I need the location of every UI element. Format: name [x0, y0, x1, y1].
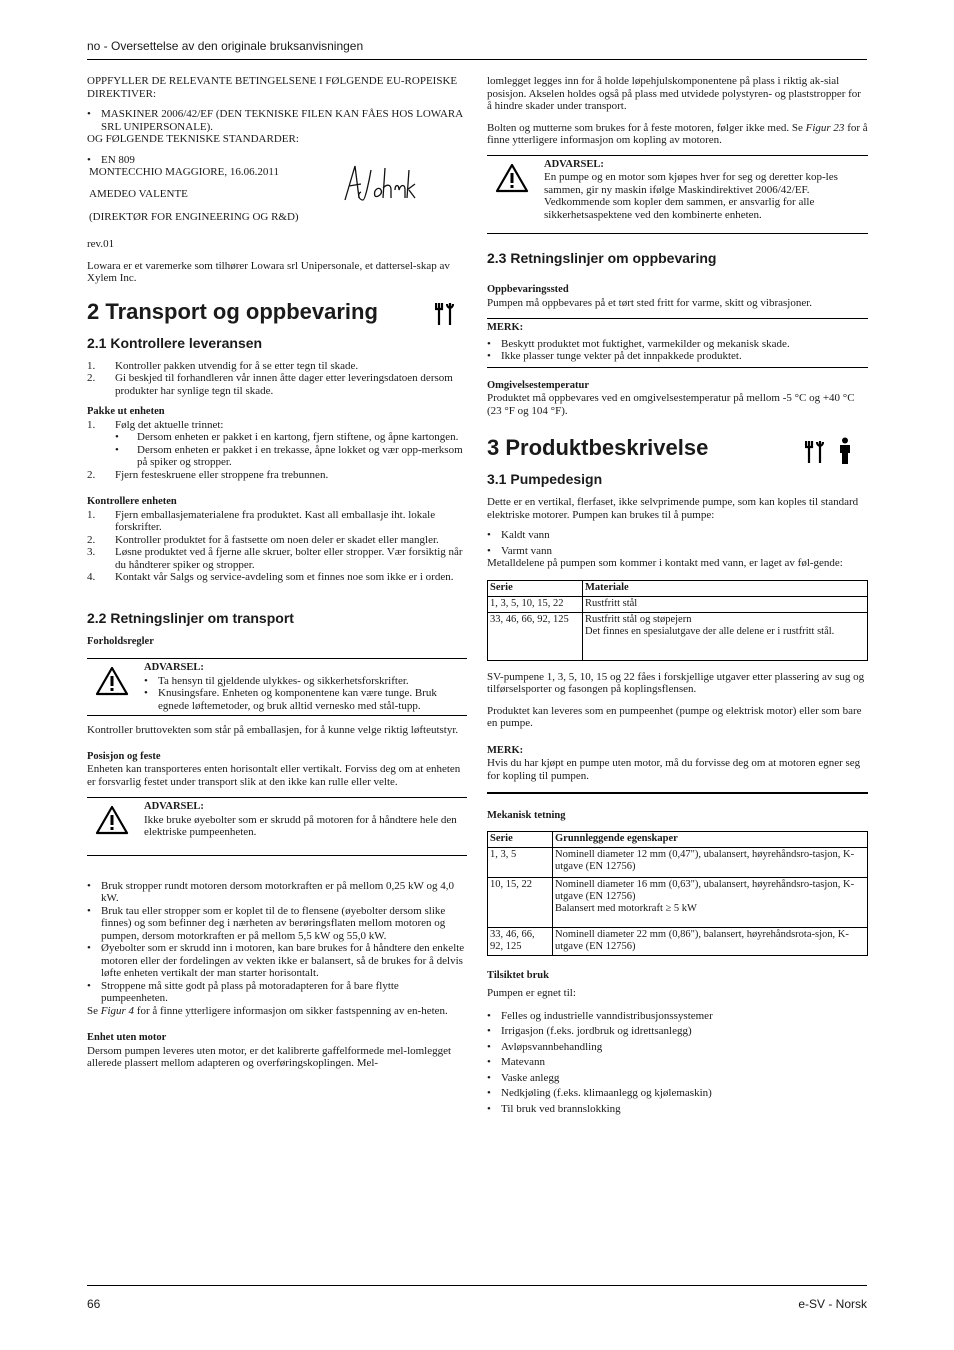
figure-ref: Figur 4 [100, 1004, 135, 1017]
list-item: • Dersom enheten er pakket i en kartong, fjern stiftene, og åpne kartongen. [115, 431, 459, 443]
metal-text: Metalldelene på pumpen som kommer i kontakt med vann, er laget av føl-gende: [487, 557, 843, 569]
tools-icon [435, 301, 455, 327]
signature-image [339, 160, 419, 208]
decl-place: MONTECCHIO MAGGIORE, 16.06.2011 [89, 166, 279, 178]
list-item: • Bruk stropper rundt motoren dersom motorkraften er på mellom 0,25 kW og 4,0 kW. [87, 879, 454, 904]
position-text: Enheten kan transporteres enten horisontalt eller vertikalt. Forviss deg om at enheten er forsvarlig festet under transport slik at den ikke kan rulle eller velte. [87, 763, 461, 788]
use-title: Tilsiktet bruk [487, 969, 549, 981]
list-item: 4. Kontakt vår Salgs og service-avdeling som et finnes noe som ikke er i orden. [87, 571, 454, 583]
warning-triangle-icon [495, 163, 529, 193]
list-item: • Dersom enheten er pakket i en trekasse, åpne lokket og vær opp-merksom på spiker og stropper. [115, 443, 463, 468]
list-item: • Vaske anlegg [487, 1071, 560, 1084]
table-row [488, 927, 868, 955]
decl-bullet1: • MASKINER 2006/42/EF (DEN TEKNISKE FILEN KAN FÅES HOS LOWARA SRL UNIPERSONALE). [87, 108, 463, 133]
list-item: • Matevann [487, 1056, 545, 1068]
list-item: 1. Kontroller pakken utvendig for å se etter tegn til skade. [87, 359, 359, 372]
see-figure-text: Se Figur 4 for å finne ytterligere informasjon om sikker fastspenning av en-heten. [87, 1004, 448, 1017]
table-cell: 1, 3, 5 [488, 847, 553, 877]
continued-text: lomlegget legges inn for å holde løpehjulskomponentene på plass i riktig ak-sial posisjon. Akselen holdes også på plass med utvidede polystyren- og plaststropper for å hindre skader under transport. [487, 75, 861, 112]
table-cell: 33, 46, 66, 92, 125 [488, 612, 583, 660]
list-item: 2. Gi beskjed til forhandleren vår innen åtte dager etter leveringsdatoen dersom produkter har synlige tegn til skade. [87, 372, 453, 397]
check-unit-list [87, 509, 467, 584]
footer-rule [87, 1285, 867, 1286]
precautions-title: Forholdsregler [87, 635, 154, 647]
warning-box [487, 155, 868, 235]
list-item: • Nedkjøling (f.eks. klimaanlegg og kjølemaskin) [487, 1087, 712, 1099]
position-title: Posisjon og feste [87, 750, 161, 762]
list-item: • Felles og industrielle vanndistribusjonssystemer [487, 1009, 713, 1022]
right-column [487, 75, 868, 1115]
list-item: • Bruk tau eller stropper som er koplet til de to flensene (øyebolter dersom slike finnes) og som befinner deg i nærheten av berøringsflaten mellom motoren og pumpen, dersom motorkraften er på mellom 5,5 kW og 55,0 kW. [87, 904, 446, 942]
table-header: Grunnleggende egenskaper [553, 831, 868, 847]
list-item: • Irrigasjon (f.eks. jordbruk og idrettsanlegg) [487, 1025, 692, 1037]
no-motor-text: Dersom pumpen leveres uten motor, er det kalibrerte gaffelformede mel-lomlegget allerede plassert mellom adapteren og overføringskoplingen. Mel- [87, 1044, 452, 1069]
table-cell: 1, 3, 5, 10, 15, 22 [488, 596, 583, 612]
warning-triangle-icon [95, 666, 129, 696]
note-title: MERK: [487, 322, 524, 333]
page-number: 66 [87, 1297, 101, 1311]
sv-text: SV-pumpene 1, 3, 5, 10, 15 og 22 fåes i forskjellige utgaver etter plassering av sug og tilførselsporter og fasongen på koplingsflensen. [487, 670, 865, 695]
declaration [87, 75, 467, 285]
temperature-title: Omgivelsestemperatur [487, 379, 590, 391]
lifting-list [87, 880, 467, 1005]
page-header: no - Oversettelse av den originale bruksanvisningen [87, 39, 364, 53]
pump-media-list [487, 529, 868, 557]
temperature-text: Produktet må oppbevares ved en omgivelsestemperatur på mellom -5 °C og +40 °C (23 °F og 104 °F). [487, 392, 855, 417]
note-text: Hvis du har kjøpt en pumpe uten motor, må du forvisse deg om at motoren egner seg for kopling til pumpen. [487, 757, 861, 782]
use-list [487, 1010, 868, 1116]
warning-title: ADVARSEL: [144, 662, 204, 673]
list-item: 1. Fjern emballasjematerialene fra produktet. Kast all emballasje iht. lokale forskrifter. [87, 508, 436, 533]
decl-name: AMEDEO VALENTE [89, 188, 188, 200]
seal-title: Mekanisk tetning [487, 810, 566, 821]
table-cell: Nominell diameter 22 mm (0,86"), balansert, høyrehåndsrota-sjon, K-utgave (EN 12756) [553, 927, 868, 955]
table-row [488, 612, 868, 660]
list-item: 2. Fjern festeskruene eller stroppene fra trebunnen. [87, 468, 329, 481]
unit-text: Produktet kan leveres som en pumpeenhet (pumpe og elektrisk motor) eller som bare en pumpe. [487, 704, 862, 729]
person-icon [837, 437, 853, 465]
warning-text: Ikke bruke øyebolter som er skrudd på motoren for å håndtere hele den elektriske pumpeenheten. [144, 813, 457, 838]
section-2-1-title: 2.1 Kontrollere leveransen [87, 334, 263, 351]
decl-bullet2: • EN 809 [87, 153, 135, 166]
use-intro: Pumpen er egnet til: [487, 987, 576, 999]
list-item: • Ta hensyn til gjeldende ulykkes- og sikkerhetsforskrifter. [144, 674, 409, 687]
section-2-2-title: 2.2 Retningslinjer om transport [87, 609, 294, 626]
no-motor-title: Enhet uten motor [87, 1032, 167, 1043]
warning-triangle-icon [95, 805, 129, 835]
left-column [87, 75, 467, 1079]
decl-rev: rev.01 [87, 238, 115, 250]
tools-icon [805, 439, 825, 465]
chapter-3-title: 3 Produktbeskrivelse [487, 435, 868, 461]
list-item: • Til bruk ved brannslokking [487, 1102, 621, 1115]
decl-line1: OPPFYLLER DE RELEVANTE BETINGELSENE I FØLGENDE EU-ROPEISKE DIREKTIVER: [87, 75, 458, 100]
list-item: 2. Kontroller produktet for å fastsette om noen deler er skadet eller mangler. [87, 533, 439, 546]
bolt-text: Bolten og mutterne som brukes for å feste motoren, følger ikke med. Se Figur 23 for å finne ytterligere informasjon om kopling av motoren. [487, 121, 868, 146]
warning-text: En pumpe og en motor som kjøpes hver for seg og deretter kop-les sammen, gir ny maskin ifølge Maskindirektivet 2006/42/EF. Vedkommende som kopler dem sammen, er ansvarlig for alle sikkerhetsaspektene ved den kombinerte enheten. [544, 171, 838, 221]
note-box [487, 742, 868, 795]
warning-title: ADVARSEL: [544, 158, 604, 170]
signature-block [87, 166, 467, 236]
table-header: Serie [488, 831, 553, 847]
pump-intro: Dette er en vertikal, flerfaset, ikke selvprimende pumpe, som kan koples til standard elektriske motorer. Pumpen kan brukes til å pumpe: [487, 496, 859, 521]
warning-title: ADVARSEL: [144, 801, 204, 812]
delivery-check-list [87, 360, 467, 398]
decl-title: (DIREKTØR FOR ENGINEERING OG R&D) [89, 211, 299, 223]
decl-line2: OG FØLGENDE TEKNISKE STANDARDER: [87, 133, 299, 145]
header-rule [87, 59, 867, 60]
list-item: • Varmt vann [487, 544, 553, 557]
warning-box [87, 658, 467, 716]
table-header: Serie [488, 580, 583, 596]
list-item: • Avløpsvannbehandling [487, 1040, 603, 1053]
list-item: 3. Løsne produktet ved å fjerne alle skruer, bolter eller stropper. Vær forsiktig når du håndterer spiker og stropper. [87, 546, 463, 571]
list-item: 1. Følg det aktuelle trinnet: [87, 418, 224, 431]
list-item: • Knusingsfare. Enheten og komponentene kan være tunge. Bruk egnede løftemetoder, og bruk alltid vernesko med stål-tupp. [144, 687, 437, 712]
list-item: • Kaldt vann [487, 529, 550, 541]
document-name: e-SV - Norsk [798, 1297, 867, 1311]
warning-box [87, 797, 467, 856]
table-header: Materiale [583, 580, 868, 596]
section-3-1-title: 3.1 Pumpedesign [487, 471, 603, 487]
table-row [488, 847, 868, 877]
storage-place-text: Pumpen må oppbevares på et tørt sted fritt for varme, skitt og vibrasjoner. [487, 296, 813, 309]
trademark: Lowara er et varemerke som tilhører Lowara srl Unipersonale, et dattersel-skap av Xylem Inc. [87, 259, 450, 284]
table-cell: 33, 46, 66, 92, 125 [488, 927, 553, 955]
note-title: MERK: [487, 744, 524, 756]
table-cell: Nominell diameter 16 mm (0,63"), ubalansert, høyrehåndsro-tasjon, K-utgave (EN 12756) Balansert med motorkraft ≥ 5 kW [553, 877, 868, 927]
list-item: • Øyebolter som er skrudd inn i motoren, kan bare brukes for å håndtere den enkelte motoren eller der fordelingen av vekten ikke er balansert, så de brukes for å delvis løfte enheten vertikalt der man starter horisontalt. [87, 942, 465, 979]
table-row [488, 877, 868, 927]
check-unit-title: Kontrollere enheten [87, 496, 177, 507]
storage-place-title: Oppbevaringssted [487, 284, 569, 295]
material-table [487, 580, 868, 661]
table-cell: Rustfritt stål og støpejern Det finnes en spesialutgave der alle delene er i rustfritt stål. [583, 612, 868, 660]
seal-table [487, 831, 868, 956]
list-item: • Beskytt produktet mot fuktighet, varmekilder og mekanisk skade. [487, 337, 790, 350]
section-2-3-title: 2.3 Retningslinjer om oppbevaring [487, 250, 717, 266]
weight-text: Kontroller bruttovekten som står på emballasjen, for å kunne velge riktig løfteutstyr. [87, 724, 459, 736]
note-box [487, 318, 868, 368]
figure-ref: Figur 23 [805, 121, 845, 134]
list-item: • Stroppene må sitte godt på plass på motoradapteren for å bare flytte pumpeenheten. [87, 979, 399, 1004]
table-cell: Nominell diameter 12 mm (0,47"), ubalansert, høyrehåndsro-tasjon, K-utgave (EN 12756) [553, 847, 868, 877]
table-cell: Rustfritt stål [583, 596, 868, 612]
list-item: • Ikke plasser tunge vekter på det innpakkede produktet. [487, 350, 742, 362]
chapter-2-title: 2 Transport og oppbevaring [87, 299, 467, 325]
unpack-list [87, 419, 467, 482]
table-row [488, 596, 868, 612]
table-cell: 10, 15, 22 [488, 877, 553, 927]
unpack-title: Pakke ut enheten [87, 406, 165, 417]
